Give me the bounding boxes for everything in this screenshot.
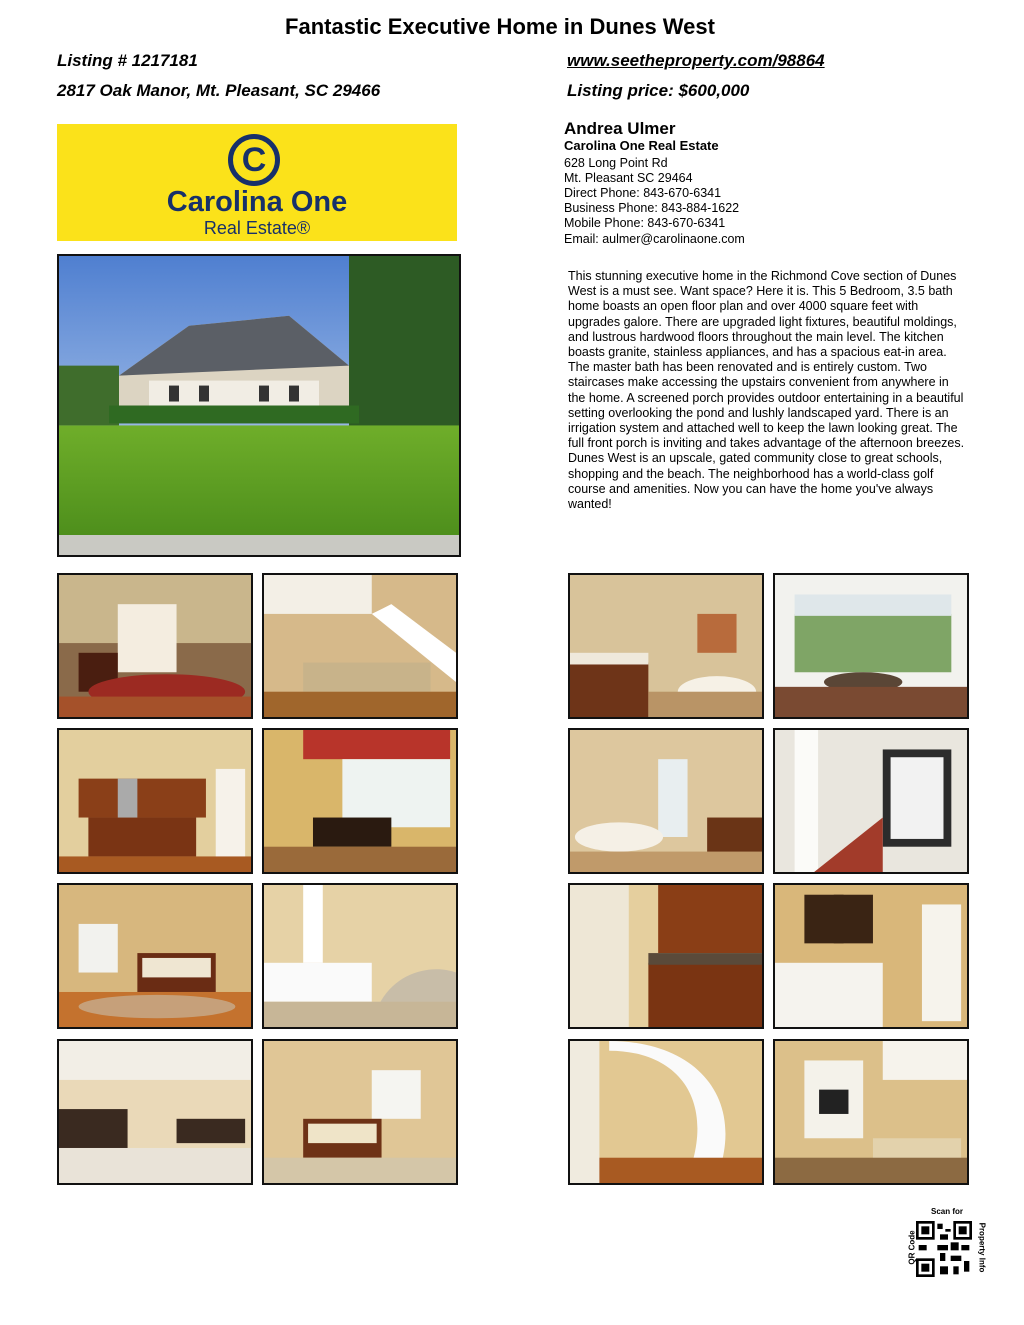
breakfast-nook-photo	[262, 728, 458, 874]
agent-business-phone: Business Phone: 843-884-1622	[564, 201, 740, 215]
upstairs-landing-photo	[262, 883, 458, 1029]
agent-city: Mt. Pleasant SC 29464	[564, 171, 693, 185]
qr-scan-for-label: Scan for	[930, 1207, 963, 1216]
agent-direct-phone: Direct Phone: 843-670-6341	[564, 186, 722, 200]
guest-bedroom-photo	[262, 1039, 458, 1185]
front-porch-photo	[773, 728, 969, 874]
qr-code-icon	[916, 1221, 972, 1277]
master-bath-photo	[568, 573, 764, 719]
bonus-room-photo	[57, 1039, 253, 1185]
agent-street: 628 Long Point Rd	[564, 156, 668, 170]
family-room-photo	[773, 1039, 969, 1185]
logo-sub-text: Real Estate®	[203, 218, 311, 238]
qr-code-block[interactable]	[900, 1207, 990, 1289]
carolina-one-logo	[57, 124, 457, 241]
logo-brand-text: Carolina One	[166, 186, 348, 218]
property-description: This stunning executive home in the Richmond Cove section of Dunes West is a must see. Want space? Here it is. This 5 Bedroom, 3.5 bath home boasts an open floor plan and over 4000 square feet with upgrades galore. There are upgraded light fixtures, beautiful moldings, and lustrous hardwood floors throughout the main level. The kitchen boasts granite, stainless appliances, and has a spacious eat-in area. The master bath has been renovated and is entirely custom. Two staircases make accessing the upstairs convenient from anywhere in the home. A screened porch provides outdoor entertaining in a beautiful setting overlooking the pond and lushly landscaped yard. There is an irrigation system and attached well to keep the lawn looking great. The full front porch is inviting and takes advantage of the afternoon breezes. Dunes West is an upscale, gated community close to great schools, shopping and the beach. The neighborhood has a world-class golf course and amenities. Now you can have the home you've always wanted!	[568, 269, 965, 512]
butler-pantry-photo	[568, 883, 764, 1029]
agent-mobile-phone: Mobile Phone: 843-670-6341	[564, 216, 726, 230]
listing-number: Listing # 1217181	[57, 51, 198, 70]
agent-name: Andrea Ulmer	[564, 119, 676, 138]
agent-email: Email: aulmer@carolinaone.com	[564, 232, 745, 246]
screened-porch-photo	[773, 573, 969, 719]
qr-property-info-label: Property Info	[977, 1222, 987, 1273]
secondary-bath-photo	[773, 883, 969, 1029]
property-website-link[interactable]: www.seetheproperty.com/98864	[567, 51, 825, 70]
kitchen-photo	[57, 728, 253, 874]
listing-price: Listing price: $600,000	[567, 81, 750, 100]
property-address: 2817 Oak Manor, Mt. Pleasant, SC 29466	[57, 81, 381, 100]
agent-company: Carolina One Real Estate	[564, 138, 719, 153]
dining-room-photo	[57, 573, 253, 719]
copyright-c-icon: C	[228, 134, 280, 186]
foyer-staircase-photo	[568, 1039, 764, 1185]
master-bath-tub-photo	[568, 728, 764, 874]
master-bedroom-photo	[57, 883, 253, 1029]
living-room-photo	[262, 573, 458, 719]
page-title: Fantastic Executive Home in Dunes West	[285, 14, 715, 39]
qr-code-label: QR Code	[907, 1230, 917, 1265]
main-exterior-photo	[57, 254, 461, 557]
